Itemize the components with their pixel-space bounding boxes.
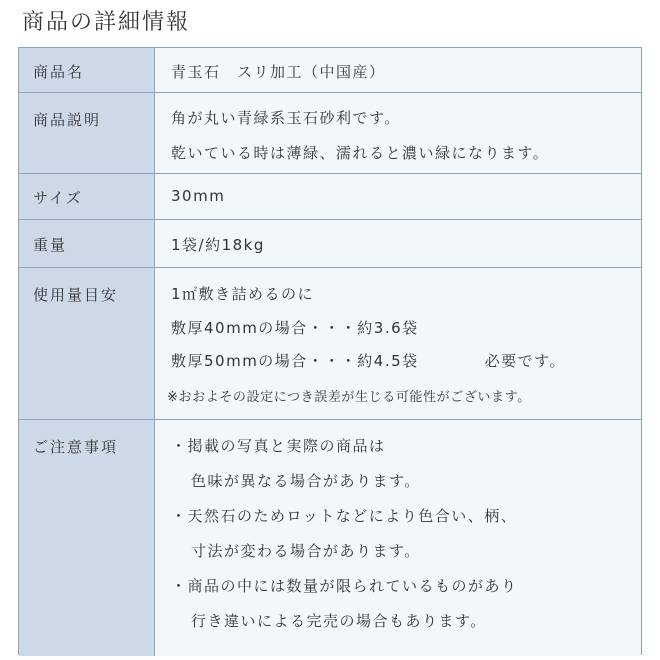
row-cautions	[19, 420, 641, 656]
row-usage-guide	[19, 268, 641, 420]
product-details-table	[18, 47, 642, 655]
value-usage-line: 1㎡敷き詰めるのに	[171, 285, 315, 303]
label-description: 商品説明	[33, 111, 102, 129]
value-cell	[155, 220, 641, 267]
label-size: サイズ	[33, 189, 83, 207]
label-cell	[19, 48, 155, 92]
value-weight: 1袋/約18kg	[171, 236, 265, 254]
value-cell	[155, 268, 641, 419]
page-title: 商品の詳細情報	[22, 10, 191, 35]
value-cell	[155, 420, 641, 656]
label-cautions: ご注意事項	[33, 438, 119, 456]
value-usage-text: 必要です。	[484, 352, 566, 370]
value-caution-line: 行き違いによる完売の場合もあります。	[191, 612, 487, 630]
value-size: 30mm	[171, 187, 226, 205]
value-caution-line: 寸法が変わる場合があります。	[191, 542, 421, 560]
row-description	[19, 93, 641, 174]
label-cell	[19, 220, 155, 267]
value-caution-line: ・天然石のためロットなどにより色合い、柄、	[171, 507, 518, 525]
label-cell	[19, 174, 155, 219]
value-cell	[155, 93, 641, 173]
value-cell	[155, 174, 641, 219]
value-usage-line	[171, 350, 566, 371]
value-usage-line: 敷厚40mmの場合・・・約3.6袋	[171, 319, 419, 337]
value-caution-line: ・掲載の写真と実際の商品は	[171, 437, 386, 455]
value-description-line: 乾いている時は薄緑、濡れると濃い緑になります。	[171, 144, 550, 162]
value-usage-text: 敷厚50mmの場合・・・約4.5袋	[171, 352, 419, 370]
label-usage-guide: 使用量目安	[33, 286, 119, 304]
label-cell	[19, 268, 155, 419]
value-caution-line: 色味が異なる場合があります。	[191, 472, 421, 490]
label-product-name: 商品名	[33, 63, 85, 81]
value-caution-line: ・商品の中には数量が限られているものがあり	[171, 577, 518, 595]
value-usage-note: ※おおよその設定につき誤差が生じる可能性がございます。	[167, 390, 531, 405]
label-weight: 重量	[33, 236, 68, 254]
value-product-name: 青玉石 スリ加工（中国産）	[171, 63, 386, 81]
value-cell	[155, 48, 641, 92]
row-weight	[19, 220, 641, 268]
label-cell	[19, 420, 155, 656]
value-description-line: 角が丸い青緑系玉石砂利です。	[171, 109, 401, 127]
label-cell	[19, 93, 155, 173]
row-size	[19, 174, 641, 220]
row-product-name	[19, 48, 641, 93]
